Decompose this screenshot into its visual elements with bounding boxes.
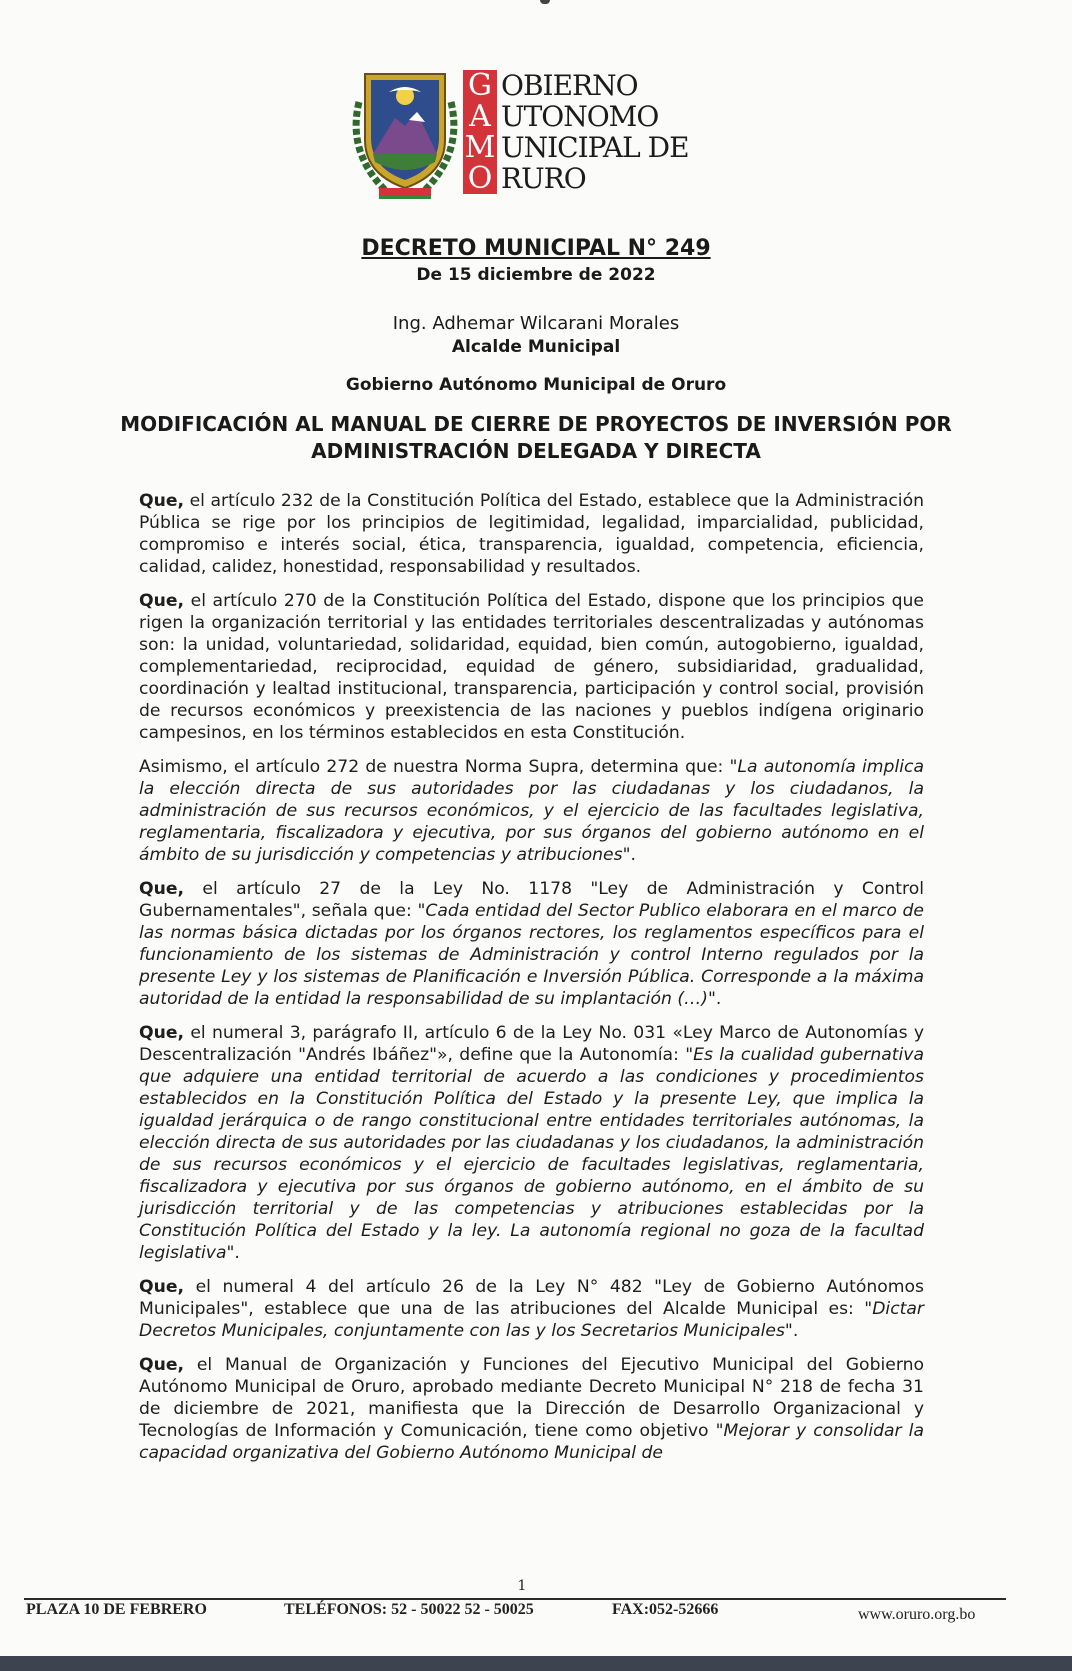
paragraph-text: el artículo 232 de la Constitución Política del Estado, establece que la Administración Pública se rige por los principios de legitimidad, legalidad, imparcialidad, publicidad, compromiso e interés social, ética, transparencia, igualdad, competencia, eficiencia, calidad, calidez, honestidad, responsabilidad y resultados.	[139, 491, 924, 577]
paragraph-lead: Que,	[139, 1355, 185, 1375]
gamo-letter: M	[464, 130, 496, 165]
paragraph-quote: Mejorar y consolidar la capacidad organizativa del Gobierno Autónomo Municipal de	[139, 1421, 924, 1463]
paragraph	[139, 878, 924, 1010]
paragraph-tail: ".	[622, 845, 636, 865]
paragraph-tail: ".	[226, 1243, 240, 1263]
footer-website: www.oruro.org.bo	[858, 1606, 976, 1623]
paragraph	[139, 1022, 924, 1264]
footer-fax: FAX:052-52666	[612, 1601, 719, 1618]
gamo-letter: G	[468, 68, 492, 103]
footer-divider	[24, 1598, 1006, 1600]
paragraph-lead: Que,	[139, 591, 185, 611]
municipal-crest-logo	[345, 62, 465, 202]
institution-name-line: RURO	[501, 162, 586, 195]
gamo-letter: O	[467, 161, 493, 196]
paragraph-tail: ".	[784, 1321, 799, 1341]
gamo-letter: A	[469, 99, 491, 134]
gamo-acronym-column	[463, 70, 497, 194]
document-body	[139, 490, 924, 1476]
paragraph-text: el numeral 4 del artículo 26 de la Ley N° 482 "Ley de Gobierno Autónomos Municipales", establece que una de las atribuciones del Alcalde Municipal es: "	[139, 1277, 924, 1319]
document-title	[0, 411, 1072, 465]
decree-date: De 15 diciembre de 2022	[416, 265, 656, 285]
paragraph-tail: ".	[707, 989, 722, 1009]
paragraph-text: el artículo 27 de la Ley No. 1178 "Ley de Administración y Control Gubernamentales", señala que: "	[139, 879, 924, 921]
institution-name-line: UTONOMO	[501, 100, 659, 133]
paragraph-text: Asimismo, el artículo 272 de nuestra Norma Supra, determina que: "	[139, 757, 738, 777]
paragraph-quote: Cada entidad del Sector Publico elaborara en el marco de las normas básica dictadas por los órganos rectores, los reglamentos específicos para el funcionamiento de los sistemas de Administración y control Interno regulados por la presente Ley y los sistemas de Planificación e Inversión Pública. Corresponde a la máxima autoridad de la entidad la responsabilidad de su implantación (…)	[139, 901, 924, 1009]
institution-name-line: OBIERNO	[501, 69, 638, 102]
paragraph-lead: Que,	[139, 1023, 185, 1043]
decree-number: DECRETO MUNICIPAL N° 249	[361, 236, 711, 261]
scan-artifact	[540, 0, 550, 4]
mayor-title: Alcalde Municipal	[451, 337, 621, 357]
paragraph	[139, 490, 924, 578]
paragraph-lead: Que,	[139, 491, 185, 511]
paragraph-quote: Es la cualidad gubernativa que adquiere una entidad territorial de acuerdo a las condiciones y procedimientos establecidos en la Constitución Política del Estado y la presente Ley, que implica la igualdad jerárquica o de rango constitucional entre entidades territoriales autónomas, la elección directa de sus autoridades por las ciudadanas y los ciudadanos, la administración de sus recursos económicos y el ejercicio de facultades legislativas, reglamentaria, fiscalizadora y ejecutiva por sus órganos de gobierno autónomo, en el ámbito de su jurisdicción territorial y de las competencias y atribuciones establecidas por la Constitución Política del Estado y la ley. La autonomía regional no goza de la facultad legislativa	[139, 1045, 924, 1263]
page-number: 1	[517, 1578, 527, 1594]
paragraph	[139, 1354, 924, 1464]
paragraph-text: el Manual de Organización y Funciones del Ejecutivo Municipal del Gobierno Autónomo Municipal de Oruro, aprobado mediante Decreto Municipal N° 218 de fecha 31 de diciembre de 2021, manifiesta que la Dirección de Desarrollo Organizacional y Tecnologías de Información y Comunicación, tiene como objetivo "	[139, 1355, 924, 1441]
paragraph-quote: La autonomía implica la elección directa de sus autoridades por las ciudadanas y los ciudadanos, la administración de sus recursos económicos, y el ejercicio de las facultades legislativa, reglamentaria, fiscalizadora y ejecutiva, por sus órganos del gobierno autónomo en el ámbito de su jurisdicción y competencias y atribuciones	[139, 757, 924, 865]
document-title-line: ADMINISTRACIÓN DELEGADA Y DIRECTA	[311, 439, 761, 463]
footer-phones: TELÉFONOS: 52 - 50022 52 - 50025	[284, 1601, 534, 1618]
government-name: Gobierno Autónomo Municipal de Oruro	[345, 375, 727, 395]
footer-address: PLAZA 10 DE FEBRERO	[26, 1601, 207, 1618]
paragraph	[139, 1276, 924, 1342]
paragraph-text: el artículo 270 de la Constitución Política del Estado, dispone que los principios que rigen la organización territorial y las entidades territoriales descentralizadas y autónomas son: la unidad, voluntariedad, solidaridad, equidad, bien común, autogobierno, igualdad, complementariedad, reciprocidad, equidad de género, subsidiaridad, gradualidad, coordinación y lealtad institucional, transparencia, participación y control social, provisión de recursos económicos y preexistencia de las naciones y pueblos indígena originario campesinos, en los términos establecidos en esta Constitución.	[139, 591, 924, 743]
paragraph-lead: Que,	[139, 879, 185, 899]
paragraph	[139, 590, 924, 744]
mayor-name: Ing. Adhemar Wilcarani Morales	[392, 313, 680, 334]
document-title-line: MODIFICACIÓN AL MANUAL DE CIERRE DE PROYECTOS DE INVERSIÓN POR	[120, 412, 952, 436]
institution-name-line: UNICIPAL DE	[501, 131, 689, 164]
paragraph-text: el numeral 3, parágrafo II, artículo 6 de la Ley No. 031 «Ley Marco de Autonomías y Descentralización "Andrés Ibáñez"», define que la Autonomía: "	[139, 1023, 924, 1065]
institution-name	[501, 70, 689, 194]
paragraph	[139, 756, 924, 866]
paragraph-lead: Que,	[139, 1277, 185, 1297]
letterhead	[345, 62, 725, 212]
paragraph-quote: Dictar Decretos Municipales, conjuntamente con las y los Secretarios Municipales	[139, 1299, 924, 1341]
